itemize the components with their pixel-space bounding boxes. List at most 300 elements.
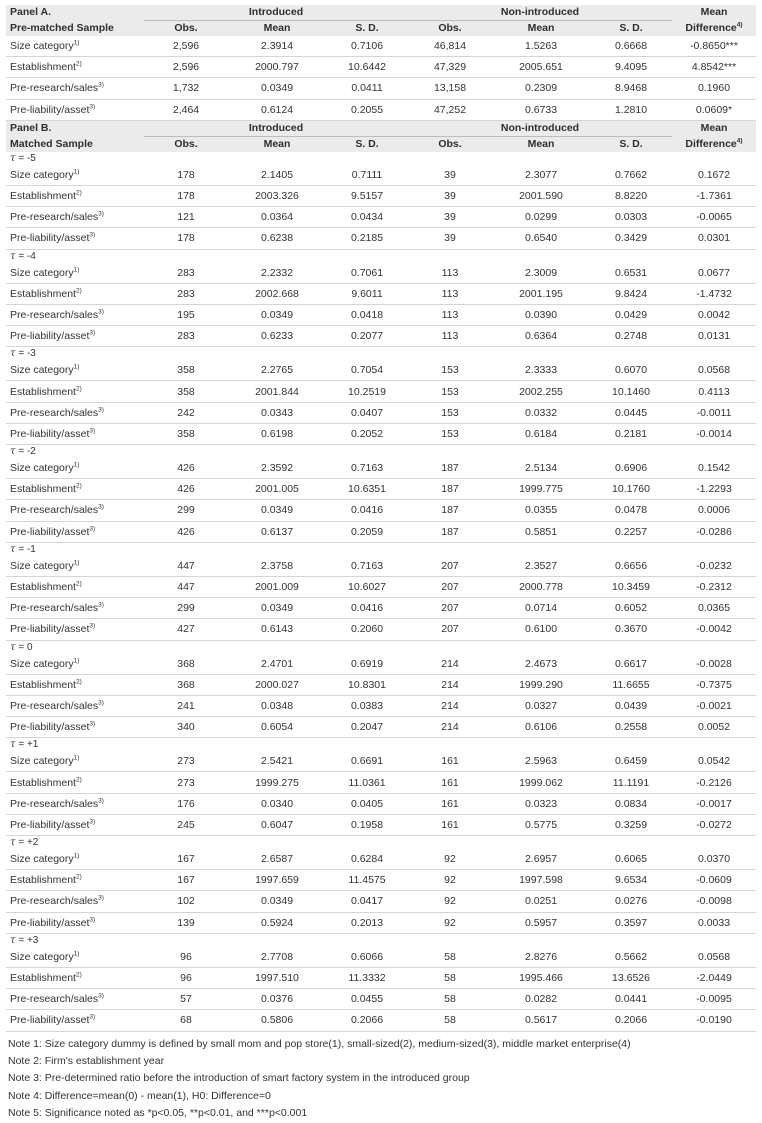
note-line: Note 1: Size category dummy is defined by small mom and pop store(1), small-sized(2), medium-sized(3), middle market enterprise(4) [8,1037,631,1050]
variable-label: Pre-liability/asset [10,916,90,929]
panel-a-subtitle: Pre-matched Sample [6,21,144,37]
non-introduced-mean-cell: 0.5617 [492,1010,590,1031]
tau-label [6,445,756,459]
non-introduced-obs-cell: 39 [408,228,492,249]
non-introduced-sd-cell: 0.0439 [590,695,672,716]
non-introduced-obs-cell: 161 [408,772,492,793]
non-introduced-obs-cell: 153 [408,402,492,423]
introduced-obs-cell: 167 [144,870,228,891]
footnote-marker: 3) [89,427,96,435]
variable-label-cell [6,891,144,912]
table-row [6,717,756,738]
footnote-marker: 2) [75,189,82,197]
introduced-mean-cell: 0.6238 [228,228,326,249]
variable-label: Pre-research/sales [10,895,99,908]
introduced-mean-cell: 0.0349 [228,500,326,521]
table-row [6,619,756,640]
table-row [6,521,756,542]
variable-label: Size category [10,462,74,475]
table-row [6,598,756,619]
footnote-marker: 1) [73,754,80,762]
mean-difference-cell: -0.0017 [672,793,756,814]
introduced-mean-cell: 0.0348 [228,695,326,716]
non-introduced-sd-cell: 0.6617 [590,654,672,675]
introduced-mean-cell: 2.2765 [228,360,326,381]
footnote-marker: 3) [89,103,96,111]
non-introduced-sd-cell: 1.2810 [590,99,672,120]
mean-diff-label: Difference [685,137,737,150]
introduced-sd-cell: 0.2013 [326,912,408,933]
mean-diff-label: Difference [685,21,737,34]
introduced-mean-cell: 2001.844 [228,381,326,402]
introduced-sd-cell: 0.2066 [326,1010,408,1031]
footnote-marker: 3) [98,601,104,609]
tau-value: = -2 [18,446,36,457]
col-obs-introduced: Obs. [144,136,228,152]
variable-label-cell [6,207,144,228]
table-row [6,556,756,577]
introduced-mean-cell: 2.2332 [228,263,326,284]
table-row [6,402,756,423]
non-introduced-obs-cell: 214 [408,654,492,675]
footnote-marker: 3) [89,916,96,924]
introduced-sd-cell: 0.0434 [326,207,408,228]
col-mean-non-introduced: Mean [492,21,590,37]
tau-group-header [6,836,756,850]
non-introduced-sd-cell: 0.2748 [590,326,672,347]
table-row [6,912,756,933]
introduced-mean-cell: 2.3592 [228,458,326,479]
introduced-sd-cell: 0.2047 [326,717,408,738]
non-introduced-mean-cell: 0.0299 [492,207,590,228]
table-row [6,1010,756,1031]
variable-label-cell [6,814,144,835]
introduced-sd-cell: 0.0407 [326,402,408,423]
variable-label-cell [6,57,144,78]
col-mean-non-introduced: Mean [492,136,590,152]
mean-diff-header-bottom [672,136,756,152]
variable-label-cell [6,185,144,206]
variable-label: Size category [10,950,74,963]
tau-symbol: τ [10,250,16,262]
non-introduced-mean-cell: 2.3527 [492,556,590,577]
tau-symbol: τ [10,543,16,555]
mean-difference-cell: 0.0042 [672,304,756,325]
non-introduced-obs-cell: 92 [408,912,492,933]
non-introduced-obs-cell: 187 [408,479,492,500]
introduced-mean-cell: 2.6587 [228,849,326,870]
mean-difference-cell: 0.1960 [672,78,756,99]
non-introduced-sd-cell: 0.6906 [590,458,672,479]
variable-label: Pre-research/sales [10,504,99,517]
table-row [6,36,756,57]
tau-label [6,738,756,752]
col-obs-non-introduced: Obs. [408,136,492,152]
panel-b-header-row-2 [6,136,756,152]
introduced-obs-cell: 368 [144,674,228,695]
table-row [6,695,756,716]
introduced-obs-cell: 426 [144,458,228,479]
variable-label: Pre-research/sales [10,82,99,95]
col-sd-introduced: S. D. [326,21,408,37]
table-row [6,57,756,78]
variable-label: Pre-liability/asset [10,232,90,245]
table-row [6,360,756,381]
introduced-sd-cell: 0.2055 [326,99,408,120]
variable-label-cell [6,967,144,988]
introduced-sd-cell: 0.6691 [326,751,408,772]
footnote-marker: 4) [736,21,743,29]
introduced-sd-cell: 0.0405 [326,793,408,814]
non-introduced-mean-cell: 1997.598 [492,870,590,891]
variable-label: Pre-liability/asset [10,623,90,636]
introduced-obs-cell: 273 [144,751,228,772]
panel-a-body [6,5,756,120]
variable-label: Pre-liability/asset [10,330,90,343]
tau-group-header [6,249,756,263]
non-introduced-mean-cell: 2.5963 [492,751,590,772]
non-introduced-mean-cell: 0.6184 [492,423,590,444]
variable-label: Pre-research/sales [10,406,99,419]
non-introduced-sd-cell: 8.8220 [590,185,672,206]
introduced-group-header: Introduced [144,120,408,136]
introduced-sd-cell: 0.0417 [326,891,408,912]
non-introduced-sd-cell: 11.1191 [590,772,672,793]
footnote-marker: 2) [75,971,82,979]
introduced-mean-cell: 0.0349 [228,78,326,99]
introduced-mean-cell: 2.1405 [228,165,326,186]
non-introduced-mean-cell: 2.4673 [492,654,590,675]
variable-label-cell [6,326,144,347]
non-introduced-obs-cell: 161 [408,751,492,772]
introduced-sd-cell: 0.1958 [326,814,408,835]
non-introduced-mean-cell: 0.0251 [492,891,590,912]
introduced-sd-cell: 10.6442 [326,57,408,78]
non-introduced-sd-cell: 9.6534 [590,870,672,891]
introduced-sd-cell: 0.0416 [326,598,408,619]
non-introduced-sd-cell: 0.6459 [590,751,672,772]
introduced-obs-cell: 273 [144,772,228,793]
introduced-mean-cell: 0.0349 [228,598,326,619]
introduced-obs-cell: 178 [144,165,228,186]
table-row [6,228,756,249]
mean-difference-cell: 4.8542*** [672,57,756,78]
non-introduced-sd-cell: 0.0303 [590,207,672,228]
non-introduced-mean-cell: 2001.195 [492,283,590,304]
non-introduced-obs-cell: 92 [408,891,492,912]
non-introduced-sd-cell: 0.2066 [590,1010,672,1031]
variable-label-cell [6,423,144,444]
tau-group-header [6,152,756,165]
variable-label-cell [6,989,144,1010]
footnote-marker: 2) [75,287,82,295]
panel-a-header-row-1 [6,5,756,21]
tau-value: = -4 [18,250,36,262]
col-sd-non-introduced: S. D. [590,136,672,152]
variable-label-cell [6,402,144,423]
footnote-marker: 3) [98,797,104,805]
introduced-obs-cell: 299 [144,500,228,521]
non-introduced-mean-cell: 0.5775 [492,814,590,835]
table-row [6,947,756,968]
variable-label: Pre-research/sales [10,797,99,810]
panel-b-header-row-1 [6,120,756,136]
footnote-marker: 2) [75,873,82,881]
mean-difference-cell: 0.0006 [672,500,756,521]
table-row [6,326,756,347]
introduced-obs-cell: 2,596 [144,57,228,78]
mean-difference-cell: 0.0033 [672,912,756,933]
introduced-obs-cell: 121 [144,207,228,228]
variable-label: Establishment [10,678,76,691]
variable-label-cell [6,36,144,57]
footnote-marker: 3) [98,406,104,414]
introduced-mean-cell: 1997.510 [228,967,326,988]
col-mean-introduced: Mean [228,21,326,37]
introduced-sd-cell: 0.7054 [326,360,408,381]
tau-symbol: τ [10,739,16,751]
variable-label-cell [6,947,144,968]
variable-label-cell [6,304,144,325]
variable-label-cell [6,619,144,640]
variable-label: Size category [10,40,74,53]
non-introduced-mean-cell: 0.5957 [492,912,590,933]
introduced-obs-cell: 176 [144,793,228,814]
introduced-obs-cell: 96 [144,947,228,968]
variable-label: Pre-liability/asset [10,103,90,116]
non-introduced-obs-cell: 161 [408,793,492,814]
non-introduced-obs-cell: 187 [408,500,492,521]
variable-label-cell [6,654,144,675]
introduced-obs-cell: 178 [144,185,228,206]
non-introduced-obs-cell: 161 [408,814,492,835]
footnote-marker: 1) [73,950,80,958]
mean-difference-cell: 0.0542 [672,751,756,772]
mean-difference-cell: 0.0370 [672,849,756,870]
footnote-marker: 1) [73,266,80,274]
non-introduced-mean-cell: 0.0390 [492,304,590,325]
non-introduced-sd-cell: 10.1460 [590,381,672,402]
introduced-mean-cell: 0.0349 [228,304,326,325]
introduced-obs-cell: 358 [144,360,228,381]
footnote-marker: 1) [73,363,80,371]
variable-label-cell [6,99,144,120]
variable-label-cell [6,849,144,870]
table-row [6,185,756,206]
introduced-mean-cell: 2.3914 [228,36,326,57]
mean-difference-cell: 0.0131 [672,326,756,347]
note-line: Note 2: Firm's establishment year [8,1054,165,1067]
footnote-marker: 3) [98,699,104,707]
table-row [6,772,756,793]
introduced-mean-cell: 0.6124 [228,99,326,120]
introduced-mean-cell: 2003.326 [228,185,326,206]
mean-difference-cell: -0.0011 [672,402,756,423]
non-introduced-sd-cell: 0.0445 [590,402,672,423]
mean-difference-cell: 0.0568 [672,947,756,968]
non-introduced-sd-cell: 0.6531 [590,263,672,284]
introduced-obs-cell: 2,464 [144,99,228,120]
variable-label-cell [6,772,144,793]
mean-diff-header-bottom [672,21,756,37]
variable-label-cell [6,576,144,597]
non-introduced-sd-cell: 11.6655 [590,674,672,695]
non-introduced-mean-cell: 2.3077 [492,165,590,186]
non-introduced-sd-cell: 0.6668 [590,36,672,57]
introduced-mean-cell: 0.6137 [228,521,326,542]
variable-label: Pre-liability/asset [10,721,90,734]
variable-label: Size category [10,168,74,181]
introduced-mean-cell: 0.0364 [228,207,326,228]
tau-label [6,542,756,556]
table-row [6,500,756,521]
footnote-marker: 3) [89,1013,96,1021]
introduced-obs-cell: 102 [144,891,228,912]
non-introduced-mean-cell: 0.6733 [492,99,590,120]
variable-label-cell [6,793,144,814]
tau-label [6,347,756,361]
introduced-mean-cell: 0.5924 [228,912,326,933]
mean-difference-cell: 0.0609* [672,99,756,120]
tau-symbol: τ [10,641,16,653]
introduced-mean-cell: 1999.275 [228,772,326,793]
col-sd-non-introduced: S. D. [590,21,672,37]
introduced-mean-cell: 0.0340 [228,793,326,814]
mean-difference-cell: 0.4113 [672,381,756,402]
non-introduced-obs-cell: 47,252 [408,99,492,120]
non-introduced-obs-cell: 58 [408,1010,492,1031]
introduced-sd-cell: 0.0418 [326,304,408,325]
variable-label: Pre-liability/asset [10,1014,90,1027]
panel-a-title: Panel A. [6,5,144,21]
non-introduced-sd-cell: 0.6070 [590,360,672,381]
non-introduced-obs-cell: 39 [408,185,492,206]
footnote-marker: 3) [98,308,104,316]
footnote-marker: 1) [73,39,80,47]
non-introduced-obs-cell: 113 [408,326,492,347]
table-row [6,423,756,444]
introduced-sd-cell: 10.2519 [326,381,408,402]
tau-value: = 0 [18,641,33,653]
tau-symbol: τ [10,348,16,360]
variable-label-cell [6,283,144,304]
variable-label: Size category [10,853,74,866]
table-row [6,674,756,695]
introduced-obs-cell: 1,732 [144,78,228,99]
variable-label-cell [6,751,144,772]
non-introduced-mean-cell: 0.6540 [492,228,590,249]
non-introduced-obs-cell: 153 [408,381,492,402]
introduced-sd-cell: 0.2077 [326,326,408,347]
introduced-sd-cell: 11.4575 [326,870,408,891]
introduced-mean-cell: 2.7708 [228,947,326,968]
variable-label: Size category [10,755,74,768]
variable-label-cell [6,360,144,381]
non-introduced-obs-cell: 207 [408,576,492,597]
table-row [6,576,756,597]
non-introduced-mean-cell: 2.6957 [492,849,590,870]
introduced-sd-cell: 9.6011 [326,283,408,304]
variable-label-cell [6,556,144,577]
introduced-obs-cell: 178 [144,228,228,249]
non-introduced-obs-cell: 113 [408,263,492,284]
non-introduced-mean-cell: 0.6364 [492,326,590,347]
variable-label: Pre-research/sales [10,699,99,712]
footnote-marker: 3) [89,818,96,826]
non-introduced-obs-cell: 153 [408,360,492,381]
mean-difference-cell: -0.0014 [672,423,756,444]
non-introduced-sd-cell: 0.3429 [590,228,672,249]
tau-label [6,249,756,263]
non-introduced-obs-cell: 58 [408,947,492,968]
footnote-marker: 2) [75,60,82,68]
variable-label-cell [6,717,144,738]
variable-label-cell [6,1010,144,1031]
introduced-obs-cell: 2,596 [144,36,228,57]
mean-difference-cell: -0.0065 [672,207,756,228]
introduced-sd-cell: 10.8301 [326,674,408,695]
table-row [6,891,756,912]
tau-symbol: τ [10,446,16,457]
introduced-mean-cell: 0.6198 [228,423,326,444]
variable-label-cell [6,695,144,716]
col-obs-non-introduced: Obs. [408,21,492,37]
variable-label: Size category [10,657,74,670]
introduced-obs-cell: 368 [144,654,228,675]
panel-b-subtitle: Matched Sample [6,136,144,152]
non-introduced-sd-cell: 0.0478 [590,500,672,521]
mean-difference-cell: -0.0232 [672,556,756,577]
note-line: Note 4: Difference=mean(0) - mean(1), H0: Difference=0 [8,1089,271,1102]
variable-label-cell [6,598,144,619]
tau-label [6,836,756,850]
introduced-sd-cell: 0.7163 [326,458,408,479]
mean-difference-cell: -0.0042 [672,619,756,640]
non-introduced-sd-cell: 0.5662 [590,947,672,968]
introduced-obs-cell: 68 [144,1010,228,1031]
table-row [6,283,756,304]
variable-label-cell [6,78,144,99]
introduced-obs-cell: 195 [144,304,228,325]
table-row [6,263,756,284]
introduced-sd-cell: 0.2185 [326,228,408,249]
table-row [6,78,756,99]
non-introduced-sd-cell: 0.0276 [590,891,672,912]
introduced-obs-cell: 283 [144,326,228,347]
non-introduced-obs-cell: 92 [408,870,492,891]
introduced-obs-cell: 299 [144,598,228,619]
introduced-mean-cell: 0.6233 [228,326,326,347]
footnote-marker: 3) [89,525,96,533]
mean-difference-cell: 0.1542 [672,458,756,479]
mean-difference-cell: 0.1672 [672,165,756,186]
table-row [6,870,756,891]
footnote-marker: 2) [75,482,82,490]
col-mean-introduced: Mean [228,136,326,152]
non-introduced-obs-cell: 58 [408,967,492,988]
tau-group-header [6,347,756,361]
tau-value: = -3 [18,348,36,360]
variable-label-cell [6,381,144,402]
introduced-mean-cell: 0.6047 [228,814,326,835]
table-row [6,751,756,772]
non-introduced-mean-cell: 0.0327 [492,695,590,716]
tau-group-header [6,738,756,752]
introduced-sd-cell: 0.0416 [326,500,408,521]
footnote-marker: 3) [98,992,104,1000]
introduced-mean-cell: 0.6143 [228,619,326,640]
table-row [6,849,756,870]
